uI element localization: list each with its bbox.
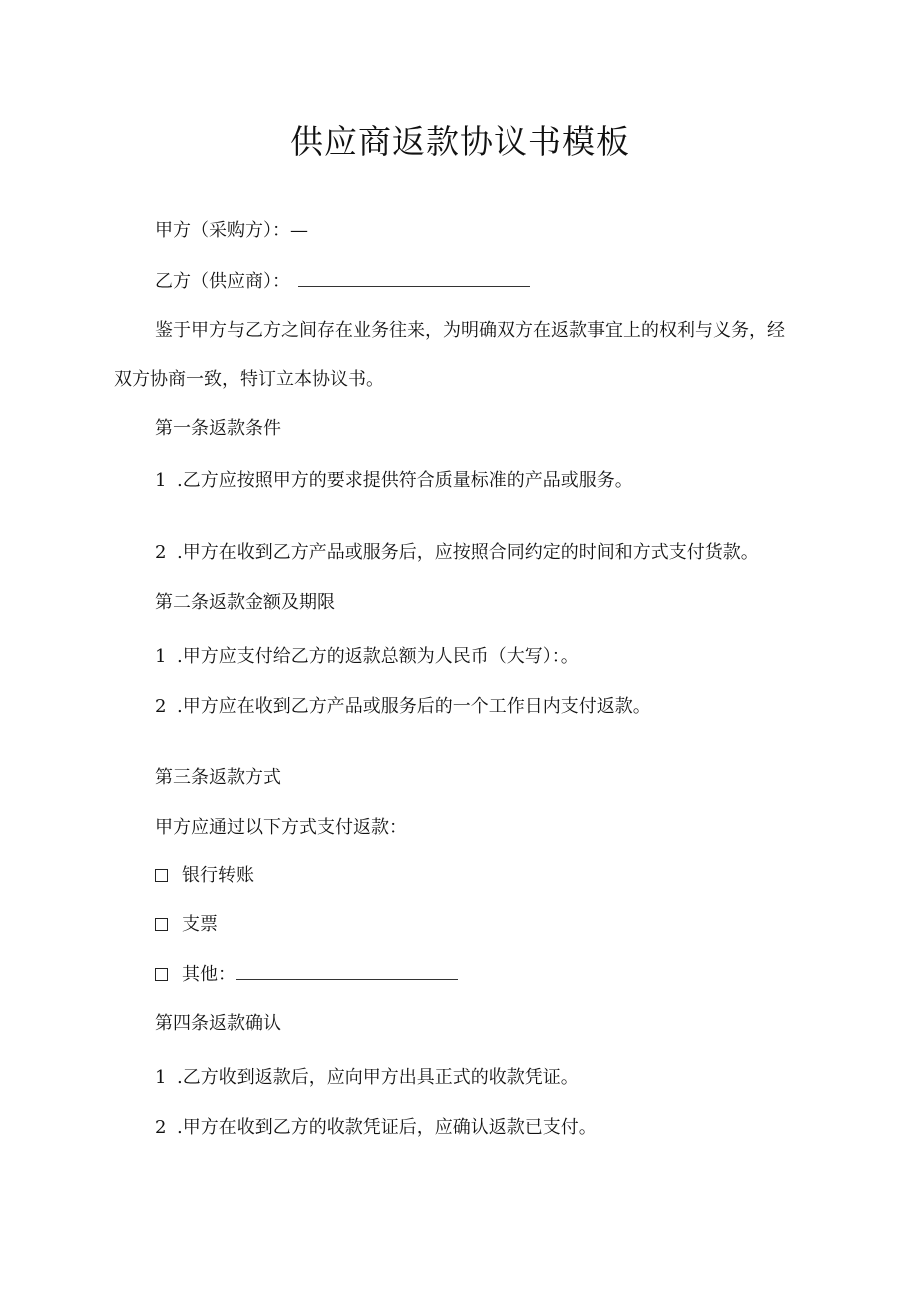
option-label: 银行转账 <box>182 865 254 886</box>
other-blank[interactable] <box>236 961 458 980</box>
item-text: .甲方应支付给乙方的返款总额为人民币（大写）：。 <box>177 646 579 667</box>
party-a-line: 甲方（采购方）：— <box>155 220 308 241</box>
item-text: .甲方在收到乙方产品或服务后，应按照合同约定的时间和方式支付货款。 <box>177 542 759 563</box>
option-label: 其他： <box>182 964 236 985</box>
option-other[interactable] <box>155 961 458 988</box>
item-text: .乙方应按照甲方的要求提供符合质量标准的产品或服务。 <box>177 470 633 491</box>
article-1-item-1 <box>155 468 633 494</box>
checkbox-icon[interactable] <box>155 869 168 882</box>
item-text: .甲方应在收到乙方产品或服务后的一个工作日内支付返款。 <box>177 696 651 717</box>
item-text: .乙方收到返款后，应向甲方出具正式的收款凭证。 <box>177 1067 579 1088</box>
item-number: 2 <box>155 542 167 563</box>
article-4-heading: 第四条返款确认 <box>155 1013 281 1034</box>
item-text: .甲方在收到乙方的收款凭证后，应确认返款已支付。 <box>177 1117 597 1138</box>
item-number: 2 <box>155 696 167 717</box>
preamble-line-1: 鉴于甲方与乙方之间存在业务往来，为明确双方在返款事宜上的权利与义务，经 <box>155 320 785 341</box>
option-label: 支票 <box>182 914 218 935</box>
item-number: 1 <box>155 1067 167 1088</box>
party-b-label: 乙方（供应商）： <box>155 271 290 292</box>
party-b-blank <box>298 268 530 287</box>
preamble-line-2: 双方协商一致，特订立本协议书。 <box>114 369 384 390</box>
article-2-item-2 <box>155 694 651 720</box>
article-1-heading: 第一条返款条件 <box>155 418 281 439</box>
checkbox-icon[interactable] <box>155 918 168 931</box>
checkbox-icon[interactable] <box>155 968 168 981</box>
item-number: 1 <box>155 646 167 667</box>
article-2-heading: 第二条返款金额及期限 <box>155 592 335 613</box>
article-3-intro: 甲方应通过以下方式支付返款： <box>155 817 407 838</box>
article-2-item-1 <box>155 644 579 670</box>
item-number: 1 <box>155 470 167 491</box>
option-bank-transfer[interactable] <box>155 863 254 889</box>
party-b-line <box>155 268 530 295</box>
article-4-item-1 <box>155 1065 579 1091</box>
option-cheque[interactable] <box>155 912 218 938</box>
document-title: 供应商返款协议书模板 <box>290 122 630 161</box>
article-4-item-2 <box>155 1115 597 1141</box>
item-number: 2 <box>155 1117 167 1138</box>
article-3-heading: 第三条返款方式 <box>155 767 281 788</box>
article-1-item-2 <box>155 540 759 566</box>
